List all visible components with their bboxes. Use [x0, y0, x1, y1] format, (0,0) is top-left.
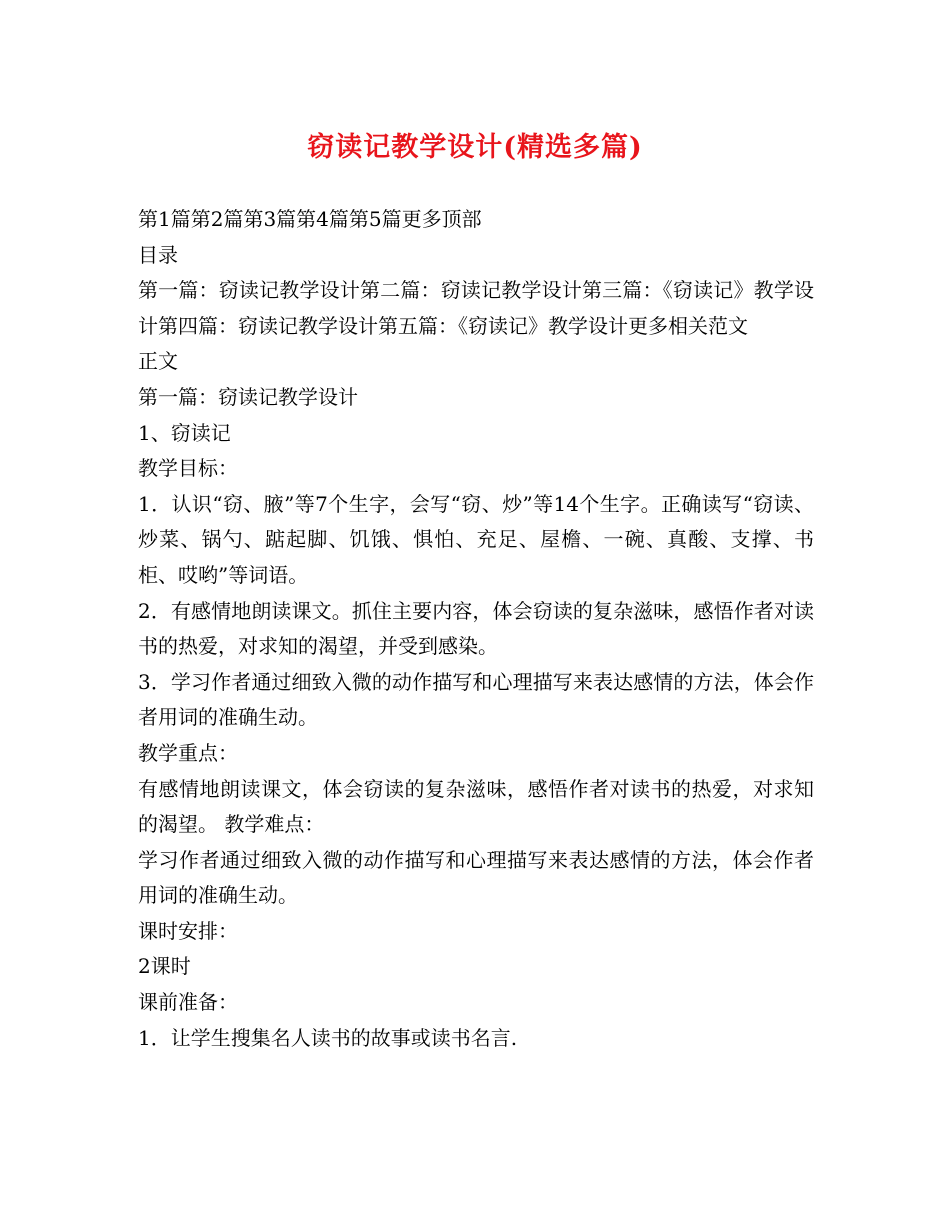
prep-item-1: 1．让学生搜集名人读书的故事或读书名言.	[138, 1025, 518, 1050]
prep-heading: 课前准备：	[138, 990, 238, 1015]
goal-item-3: 3．学习作者通过细致入微的动作描写和心理描写来表达感情的方法，体会作者用词的准确生动。	[138, 669, 814, 730]
schedule-heading: 课时安排：	[138, 918, 238, 943]
goals-heading: 教学目标：	[138, 456, 238, 481]
goal-item-1: 1．认识“窃、腋”等7个生字，会写“窃、炒”等14个生字。正确读写“窃读、炒菜、锅勺、踮起脚、饥饿、惧怕、充足、屋檐、一碗、真酸、支撑、书柜、哎哟”等词语。	[138, 491, 814, 587]
key-points-heading: 教学重点：	[138, 740, 238, 765]
difficulty-text: 学习作者通过细致入微的动作描写和心理描写来表达感情的方法，体会作者用词的准确生动。	[138, 847, 814, 908]
document-title: 窃读记教学设计(精选多篇)	[307, 132, 643, 163]
toc-heading: 目录	[138, 242, 178, 267]
goal-item-2: 2．有感情地朗读课文。抓住主要内容，体会窃读的复杂滋味，感悟作者对读书的热爱，对求知的渴望，并受到感染。	[138, 598, 814, 659]
toc-text: 第一篇：窃读记教学设计第二篇：窃读记教学设计第三篇：《窃读记》教学设计第四篇：窃读记教学设计第五篇：《窃读记》教学设计更多相关范文	[138, 278, 814, 338]
section-nav-line: 第1篇第2篇第3篇第4篇第5篇更多顶部	[138, 207, 482, 231]
key-points-text: 有感情地朗读课文，体会窃读的复杂滋味，感悟作者对读书的热爱，对求知的渴望。 教学难点：	[138, 776, 814, 837]
lesson-title: 1、窃读记	[138, 420, 231, 445]
article-title: 第一篇：窃读记教学设计	[138, 384, 358, 409]
document-body	[138, 202, 814, 1056]
schedule-text: 2课时	[138, 954, 191, 979]
body-heading: 正文	[138, 349, 178, 374]
